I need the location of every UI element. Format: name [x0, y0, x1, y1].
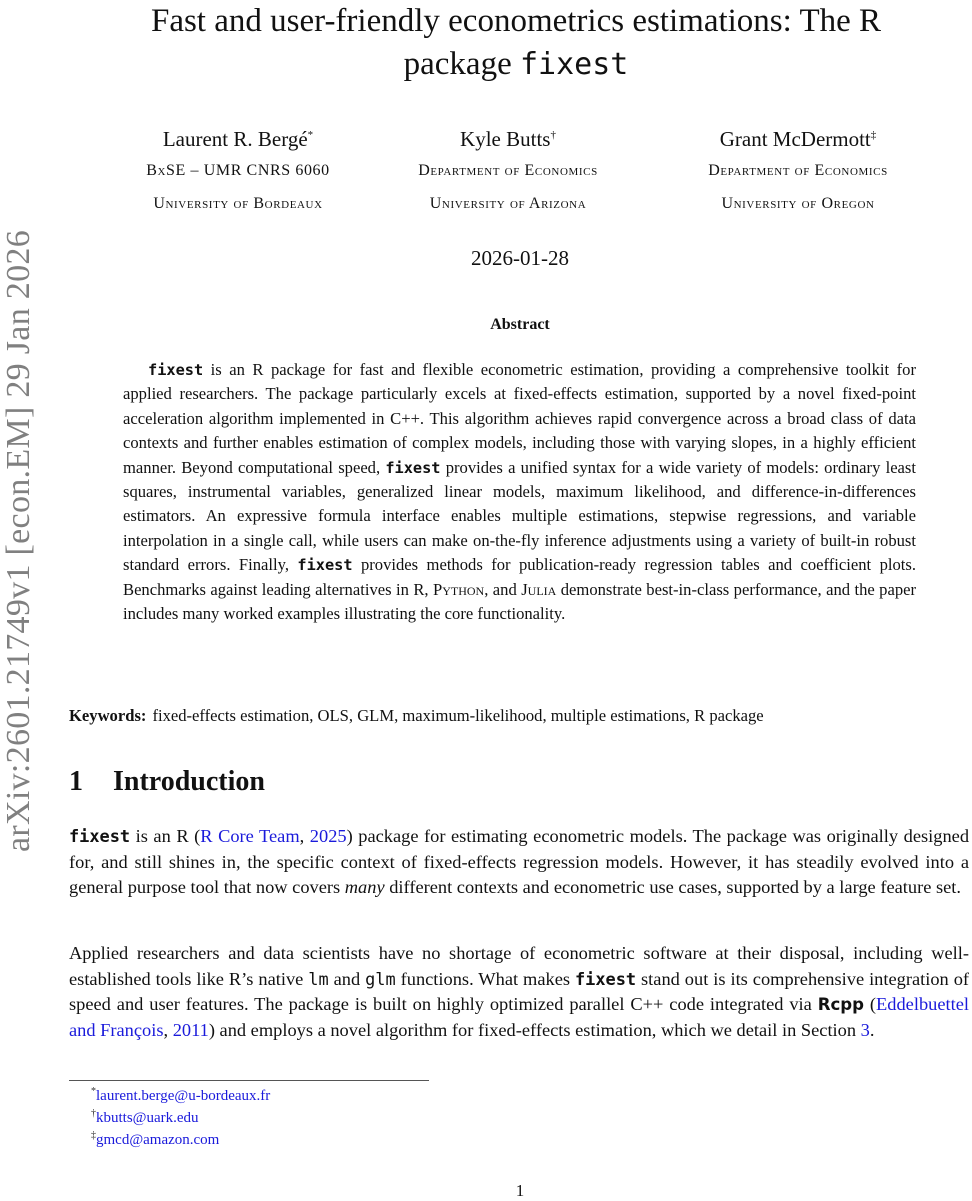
section-title: Introduction	[113, 766, 265, 797]
code-fixest: fixest	[69, 826, 131, 846]
code-fixest: fixest	[385, 458, 441, 477]
keywords-text: fixed-effects estimation, OLS, GLM, maximum-likelihood, multiple estimations, R package	[152, 706, 764, 725]
citation-r-core-team[interactable]: R Core Team	[200, 826, 300, 846]
author-name: Kyle Butts†	[460, 127, 556, 151]
arxiv-identifier-stamp: arXiv:2601.21749v1 [econ.EM] 29 Jan 2026	[0, 230, 37, 853]
email-link-berge[interactable]: laurent.berge@u-bordeaux.fr	[96, 1088, 271, 1104]
paper-date: 2026-01-28	[471, 246, 569, 270]
footnote-mark[interactable]: *	[307, 129, 314, 141]
package-rcpp: Rcpp	[817, 995, 864, 1015]
author-name: Laurent R. Bergé*	[162, 127, 314, 151]
email-link-mcdermott[interactable]: gmcd@amazon.com	[96, 1132, 220, 1148]
email-link-butts[interactable]: kbutts@uark.edu	[96, 1110, 199, 1126]
title-line-1: Fast and user-friendly econometrics estimations: The R	[150, 3, 882, 39]
code-fixest: fixest	[297, 556, 353, 575]
language-julia: Julia	[521, 579, 557, 599]
citation-year-2011[interactable]: 2011	[172, 1019, 209, 1040]
citation-eddelbuettel-francois[interactable]: Eddelbuettel and François	[69, 994, 969, 1040]
citation-year-2025[interactable]: 2025	[309, 826, 347, 846]
keywords-label: Keywords:	[69, 706, 147, 725]
abstract-body: fixest is an R package for fast and flexible econometric estimation, providing a comprehensive toolkit for applied researchers. The package particularly excels at fixed-effects estimation, supported by a novel fixed-point acceleration algorithm implemented in C++. This algorithm achieves rapid convergence across a broad class of data contexts and further enables estimation of complex models, including those with varying slopes, in a highly efficient manner. Beyond computational speed, fixest provides a unified syntax for a wide variety of models: ordinary least squares, instrumental variables, generalized linear models, maximum likelihood, and difference-in-differences estimators. An expressive formula interface enables multiple estimations, stepwise regressions, and variable interpolation in a single call, while users can make on-the-fly inference adjustments using a variety of built-in robust standard errors. Finally, fixest provides methods for publication-ready regression tables and coefficient plots. Benchmarks against leading alternatives in R, Python, and Julia demonstrate best-in-class performance, and the paper includes many worked examples illustrating the core functionality.	[123, 360, 917, 624]
section-3-reference[interactable]: 3	[860, 1019, 870, 1040]
affiliation-2: University of Bordeaux	[153, 195, 323, 212]
intro-paragraph-2: Applied researchers and data scientists have no shortage of econometric software at their disposal, including well-established tools like R’s native lm and glm functions. What makes fixest stand out is its comprehensive integration of speed and user features. The package is built on highly optimized parallel C++ code integrated via Rcpp (Eddelbuettel and François, 2011) and employs a novel algorithm for fixed-effects estimation, which we detail in Section 3.	[69, 943, 970, 1040]
paper-title	[60, 0, 972, 86]
footnote-mark[interactable]: †	[550, 129, 556, 141]
title-line-2	[60, 43, 972, 86]
footnote-mcdermott: ‡gmcd@amazon.com	[91, 1130, 220, 1148]
abstract-heading: Abstract	[490, 316, 550, 333]
section-number: 1	[69, 766, 83, 797]
emphasis-many: many	[344, 877, 385, 898]
affiliation-2: University of Oregon	[721, 195, 875, 212]
author-name: Grant McDermott‡	[719, 127, 877, 151]
code-fixest: fixest	[575, 968, 637, 989]
footnote-butts: †kbutts@uark.edu	[91, 1108, 199, 1126]
title-text: package	[403, 46, 520, 82]
intro-paragraph-1: fixest is an R (R Core Team, 2025) package for estimating econometric models. The package was originally designed for, and still shines in, the specific context of fixed-effects regression models. However, it has steadily evolved into a general purpose tool that now covers many different contexts and econometric use cases, supported by a large feature set.	[69, 826, 970, 898]
affiliation-1: Department of Economics	[708, 162, 888, 179]
footnote-mark[interactable]: ‡	[870, 129, 877, 141]
title-code: fixest	[519, 47, 629, 82]
author-mcdermott	[648, 120, 948, 220]
code-lm: lm	[308, 968, 329, 989]
code-glm: glm	[365, 968, 396, 989]
keywords	[69, 706, 949, 726]
author-butts	[358, 120, 658, 220]
affiliation-2: University of Arizona	[429, 195, 587, 212]
footnote-divider	[69, 1080, 429, 1081]
page-number: 1	[515, 1181, 525, 1200]
affiliation-1: BxSE – UMR CNRS 6060	[146, 162, 330, 179]
author-berge	[88, 120, 388, 220]
section-heading-introduction	[69, 766, 265, 798]
code-fixest: fixest	[148, 361, 204, 379]
footnote-berge: *laurent.berge@u-bordeaux.fr	[91, 1086, 271, 1104]
affiliation-1: Department of Economics	[418, 162, 598, 179]
language-python: Python	[432, 579, 485, 599]
